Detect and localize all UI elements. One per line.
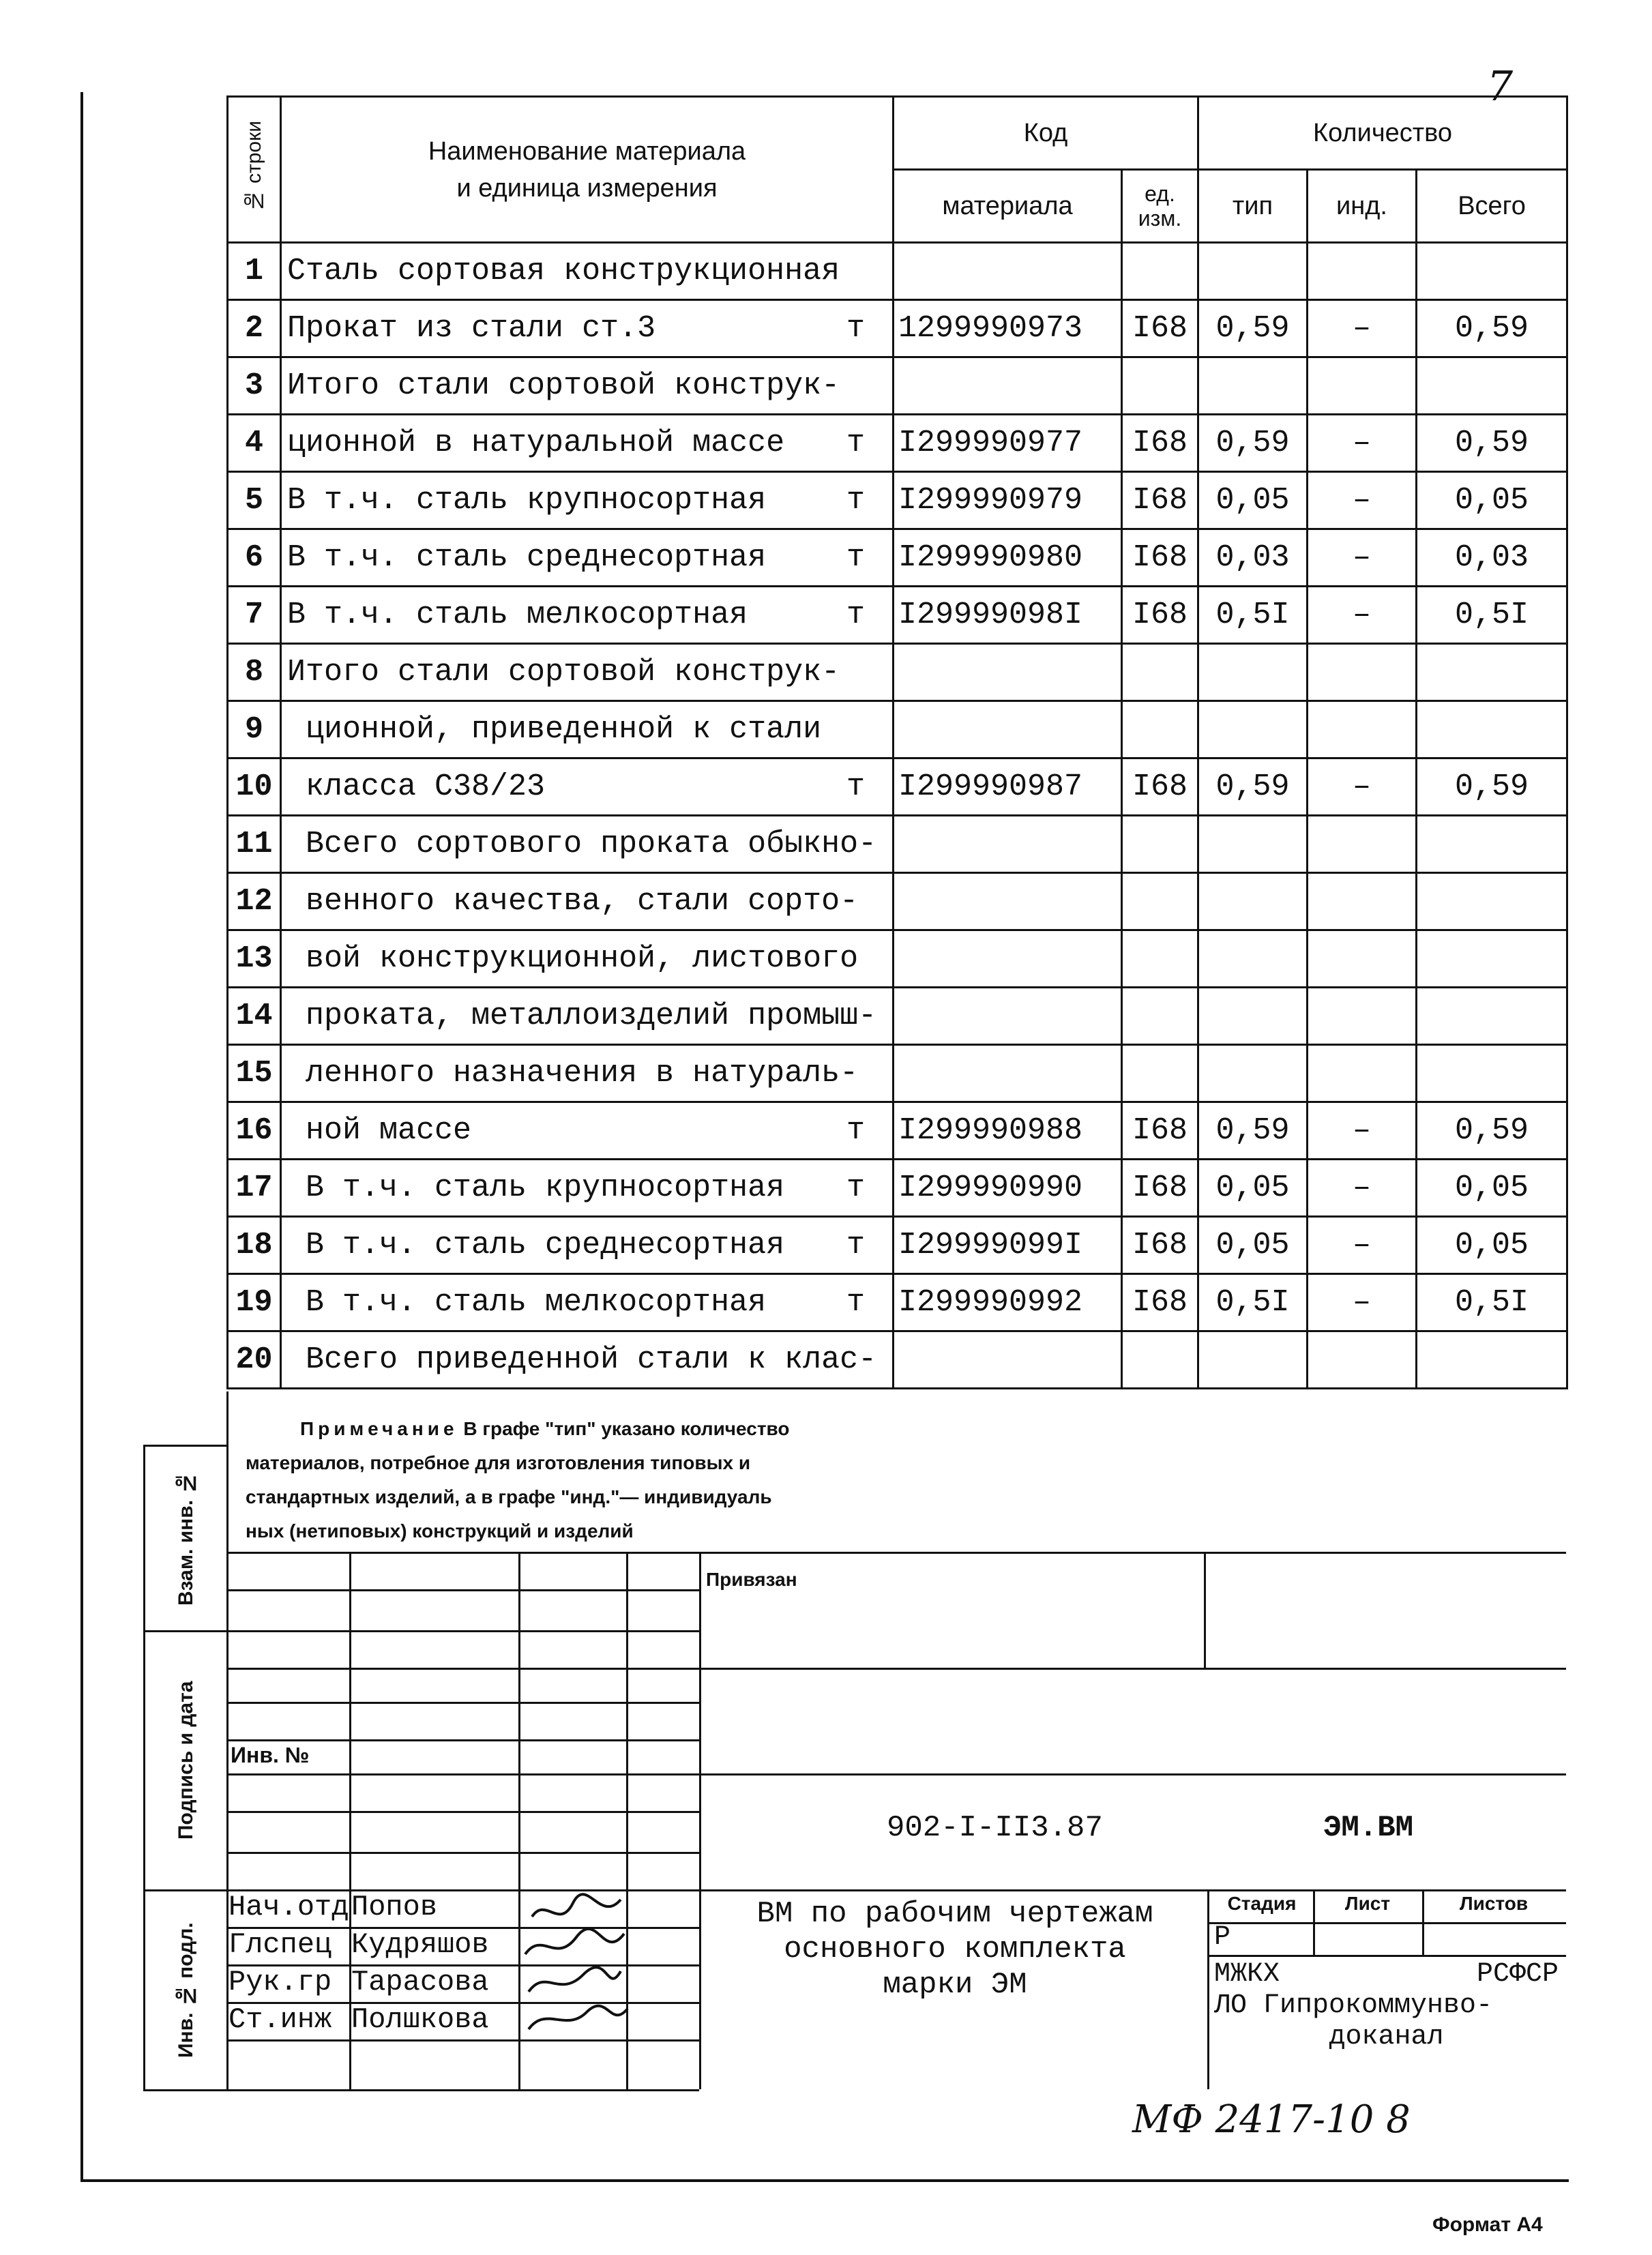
quantity-individual [1308,988,1417,1045]
material-name: проката, металлоизделий промыш- [281,988,894,1045]
quantity-type [1198,930,1308,988]
quantity-individual [1308,1331,1417,1389]
row-number-header: № строки [228,97,281,243]
material-name-header: Наименование материала и единица измерения [281,97,894,243]
quantity-individual: – [1308,529,1417,587]
table-row [228,529,1567,587]
material-name: Сталь сортовая конструкционная [281,243,894,300]
quantity-individual: – [1308,1102,1417,1160]
quantity-individual: – [1308,300,1417,357]
side-label-inv: Инв. № подл. [175,1922,197,2058]
privyazan-bottom [699,1668,1566,1670]
material-name: ционной, приведенной к стали [281,701,894,758]
quantity-total [1417,873,1567,930]
row-number: 5 [228,472,281,529]
table-row [228,472,1567,529]
unit-code: I68 [1122,1160,1198,1217]
row-number: 10 [228,758,281,816]
material-name: В т.ч. сталь среднесортная т [281,529,894,587]
quantity-individual [1308,644,1417,701]
quantity-individual [1308,816,1417,873]
table-row [228,758,1567,816]
total-header: Всего [1417,170,1567,243]
grid-line [226,1852,699,1854]
side-label-podpis: Подпись и дата [175,1681,197,1840]
unit-code [1122,1045,1198,1102]
material-code: I299990979 [894,472,1122,529]
unit-code: I68 [1122,472,1198,529]
material-code [894,644,1122,701]
quantity-individual [1308,930,1417,988]
note: Примечание В графе "тип" указано количество материалов, потребное для изготовления типовых и стандартных изделий, а в графе "инд."— индивидуаль ных (нетиповых) конструкций и изделий [246,1418,790,1542]
unit-label: т [846,311,865,346]
material-code [894,701,1122,758]
row-number: 17 [228,1160,281,1217]
quantity-type [1198,357,1308,415]
unit-code [1122,357,1198,415]
stamp-top-border [226,1552,1566,1554]
row-number: 4 [228,415,281,472]
material-name: Всего сортового проката обыкно- [281,816,894,873]
quantity-header: Количество [1198,97,1567,170]
stage-value: Р [1214,1922,1231,1953]
material-code [894,930,1122,988]
stage-divider-2 [1422,1889,1424,1955]
unit-code [1122,930,1198,988]
material-code [894,873,1122,930]
sheet-number: 7 [1487,63,1514,110]
signature-kudryashov [525,1929,624,1954]
row-number: 12 [228,873,281,930]
stage-row-line [1207,1922,1566,1924]
unit-label: т [846,426,865,460]
unit-label: т [846,598,865,632]
material-name: В т.ч. сталь крупносортная т [281,472,894,529]
quantity-total [1417,644,1567,701]
quantity-individual [1308,357,1417,415]
quantity-type: 0,5I [1198,1274,1308,1331]
stage-divider-1 [1313,1889,1315,1955]
code-unit-header: ед. изм. [1122,170,1198,243]
table-row [228,816,1567,873]
unit-code [1122,873,1198,930]
quantity-individual [1308,243,1417,300]
row-number: 18 [228,1217,281,1274]
material-code [894,1331,1122,1389]
unit-label: т [846,769,865,804]
unit-code [1122,1331,1198,1389]
format-label: Формат А4 [1432,2213,1543,2236]
table-row [228,873,1567,930]
signer-name: Тарасова [351,1966,489,1999]
quantity-type [1198,644,1308,701]
quantity-type: 0,5I [1198,587,1308,644]
type-header: тип [1198,170,1308,243]
grid-line [226,1773,699,1775]
unit-code: I68 [1122,415,1198,472]
material-code [894,988,1122,1045]
unit-code: I68 [1122,1217,1198,1274]
grid-line [226,1630,699,1632]
quantity-total: 0,5I [1417,1274,1567,1331]
unit-label: т [846,1228,865,1263]
quantity-type: 0,59 [1198,415,1308,472]
table-row [228,1045,1567,1102]
table-row [228,930,1567,988]
quantity-total: 0,03 [1417,529,1567,587]
side-label-vzam: Взам. инв. № [175,1471,197,1606]
quantity-type: 0,59 [1198,758,1308,816]
material-name: венного качества, стали сорто- [281,873,894,930]
quantity-total: 0,05 [1417,1217,1567,1274]
table-row [228,701,1567,758]
table-row [228,243,1567,300]
organization: МЖКХ РСФСР ЛО Гипрокоммунво- доканал [1214,1959,1559,2052]
unit-label: т [846,1285,865,1320]
side-divider-1 [143,1630,226,1632]
quantity-type [1198,701,1308,758]
material-code [894,1045,1122,1102]
sheet-label: Лист [1344,1893,1391,1914]
unit-code: I68 [1122,1274,1198,1331]
row-number: 14 [228,988,281,1045]
quantity-type: 0,05 [1198,472,1308,529]
quantity-individual [1308,873,1417,930]
table-row [228,357,1567,415]
code-header: Код [894,97,1198,170]
material-name: класса С38/23 т [281,758,894,816]
quantity-type [1198,873,1308,930]
signer-name: Кудряшов [351,1928,489,1961]
quantity-total [1417,357,1567,415]
row-number: 2 [228,300,281,357]
material-name: Прокат из стали ст.3 т [281,300,894,357]
unit-code: I68 [1122,758,1198,816]
material-name: ленного назначения в натураль- [281,1045,894,1102]
quantity-total [1417,988,1567,1045]
row-number: 8 [228,644,281,701]
quantity-total: 0,59 [1417,415,1567,472]
material-name: Итого стали сортовой конструк- [281,357,894,415]
row-number: 9 [228,701,281,758]
quantity-individual: – [1308,1160,1417,1217]
stamp-bottom-left [143,2089,699,2091]
quantity-type: 0,05 [1198,1160,1308,1217]
signer-role: Ст.инж [228,2003,332,2036]
material-code: I299990992 [894,1274,1122,1331]
material-code [894,816,1122,873]
row-number: 3 [228,357,281,415]
doc-mark: ЭМ.ВМ [1323,1811,1414,1845]
title-top [699,1889,1566,1891]
material-code: I299990988 [894,1102,1122,1160]
grid-line [226,1702,699,1704]
grid-line [226,1668,699,1670]
material-code: I299990990 [894,1160,1122,1217]
signature-tarasova [529,1967,621,1992]
material-name: вой конструкционной, листового [281,930,894,988]
row-number: 6 [228,529,281,587]
unit-code: I68 [1122,1102,1198,1160]
material-name: Всего приведенной стали к клас- [281,1331,894,1389]
quantity-total: 0,05 [1417,472,1567,529]
material-code [894,243,1122,300]
side-left-border [143,1445,145,2089]
material-name: В т.ч. сталь среднесортная т [281,1217,894,1274]
stage-value-line [1207,1955,1566,1957]
material-code: I29999098I [894,587,1122,644]
quantity-type: 0,03 [1198,529,1308,587]
code-top [699,1773,1566,1775]
quantity-individual: – [1308,1274,1417,1331]
code-material-header: материала [894,170,1122,243]
row-number: 15 [228,1045,281,1102]
handwritten-number: МФ 2417-10 8 [1132,2097,1411,2142]
grid-line [226,1589,699,1591]
privyazan-label: Привязан [706,1569,797,1590]
material-code: 1299990973 [894,300,1122,357]
individual-header: инд. [1308,170,1417,243]
quantity-individual: – [1308,587,1417,644]
unit-code: I68 [1122,529,1198,587]
privyazan-divider [1204,1552,1206,1668]
signature-popov [532,1894,621,1917]
grid-line [226,1811,699,1813]
quantity-type [1198,243,1308,300]
quantity-total [1417,930,1567,988]
sheets-label: Листов [1459,1893,1529,1914]
unit-code: I68 [1122,300,1198,357]
signer-name: Попов [351,1891,438,1924]
quantity-type: 0,05 [1198,1217,1308,1274]
quantity-total [1417,243,1567,300]
side-divider-2 [143,1889,226,1891]
material-name: ционной в натуральной массе т [281,415,894,472]
unit-label: т [846,540,865,575]
unit-code [1122,243,1198,300]
quantity-type: 0,59 [1198,1102,1308,1160]
inv-no-label: Инв. № [231,1743,310,1767]
signer-name: Полшкова [351,2003,489,2036]
table-row [228,988,1567,1045]
signer-role: Глспец [228,1928,332,1961]
quantity-type [1198,816,1308,873]
grid-line [226,1739,699,1741]
quantity-total [1417,1331,1567,1389]
title-divider [1207,1889,1209,2089]
signature-marks [518,1889,631,2039]
material-name: В т.ч. сталь мелкосортная т [281,587,894,644]
material-code [894,357,1122,415]
material-name: ной массе т [281,1102,894,1160]
unit-code [1122,816,1198,873]
material-name: В т.ч. сталь крупносортная т [281,1160,894,1217]
unit-label: т [846,1170,865,1205]
quantity-total: 0,59 [1417,1102,1567,1160]
quantity-individual: – [1308,415,1417,472]
stamp-col-4 [699,1552,701,2089]
material-code: I29999099I [894,1217,1122,1274]
signature-polshkova [529,2006,628,2029]
table-row [228,1274,1567,1331]
quantity-total: 0,5I [1417,587,1567,644]
signer-role: Рук.гр [228,1966,332,1999]
signer-role: Нач.отд [228,1891,349,1924]
doc-title: ВМ по рабочим чертежам основного комплекта марки ЭМ [756,1897,1153,2002]
row-number: 11 [228,816,281,873]
material-name: Итого стали сортовой конструк- [281,644,894,701]
material-code: I299990980 [894,529,1122,587]
materials-table [226,95,1568,1389]
row-number: 13 [228,930,281,988]
unit-code [1122,644,1198,701]
quantity-individual [1308,701,1417,758]
quantity-type [1198,1045,1308,1102]
table-row [228,644,1567,701]
table-row [228,300,1567,357]
quantity-total [1417,1045,1567,1102]
table-row [228,1102,1567,1160]
quantity-type [1198,988,1308,1045]
grid-line [226,2039,699,2042]
quantity-individual: – [1308,472,1417,529]
row-number: 20 [228,1331,281,1389]
table-row [228,587,1567,644]
quantity-total: 0,05 [1417,1160,1567,1217]
row-number: 19 [228,1274,281,1331]
stage-label: Стадия [1227,1893,1297,1914]
material-name: В т.ч. сталь мелкосортная т [281,1274,894,1331]
table-row [228,1331,1567,1389]
quantity-type: 0,59 [1198,300,1308,357]
row-number: 16 [228,1102,281,1160]
unit-code: I68 [1122,587,1198,644]
table-row [228,1160,1567,1217]
quantity-individual: – [1308,1217,1417,1274]
unit-label: т [846,1113,865,1148]
quantity-total [1417,701,1567,758]
quantity-total: 0,59 [1417,300,1567,357]
quantity-total: 0,59 [1417,758,1567,816]
doc-code: 902-I-II3.87 [887,1811,1103,1845]
table-row [228,415,1567,472]
quantity-total [1417,816,1567,873]
table-row [228,1217,1567,1274]
unit-label: т [846,483,865,518]
side-top-border [143,1445,228,1447]
quantity-type [1198,1331,1308,1389]
unit-code [1122,988,1198,1045]
row-number: 7 [228,587,281,644]
quantity-individual: – [1308,758,1417,816]
quantity-individual [1308,1045,1417,1102]
material-code: I299990977 [894,415,1122,472]
row-number: 1 [228,243,281,300]
unit-code [1122,701,1198,758]
material-code: I299990987 [894,758,1122,816]
